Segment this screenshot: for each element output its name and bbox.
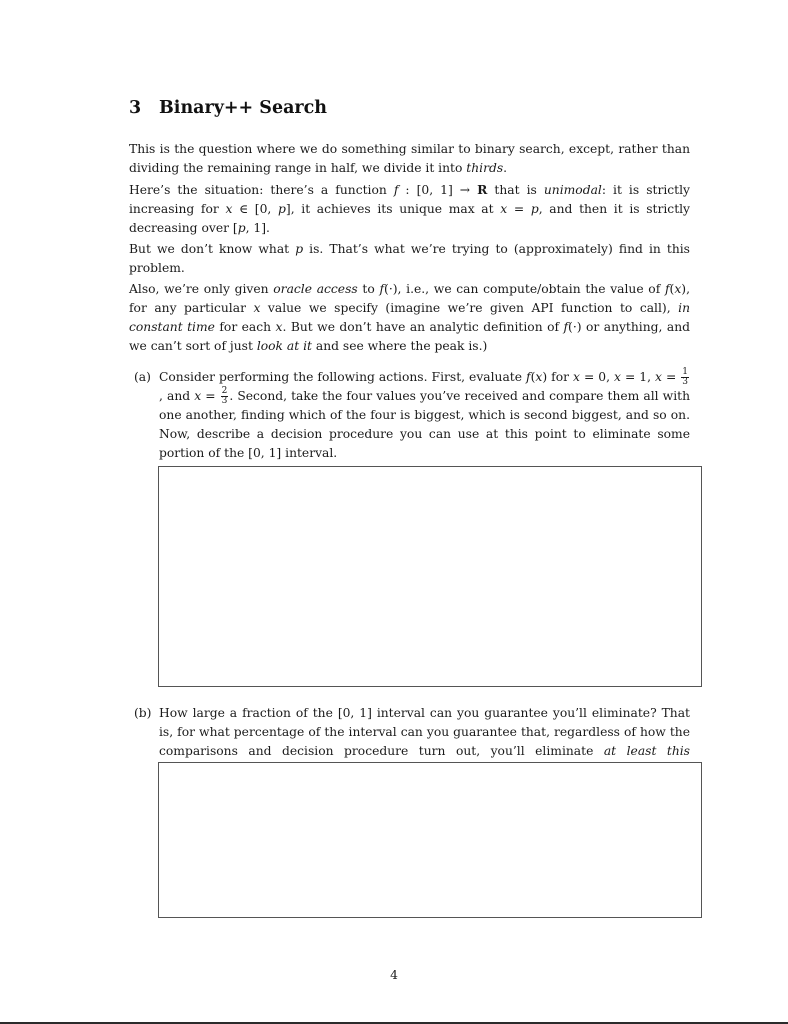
section-number: 3 bbox=[129, 98, 142, 118]
answer-box-b[interactable] bbox=[158, 762, 702, 918]
fraction-one-third: $\frac{1}{3}$ bbox=[682, 367, 689, 387]
oracle-paragraph: Also, we’re only given oracle access to f(·), i.e., we can compute/obtain the value of f(x), for any particular x value we specify (imagine we’re given API function to call), in constant time for each x. But we don’t have an analytic definition of f(·) or anything, and we can’t sort of just look at it and see where the peak is.) bbox=[129, 282, 690, 353]
question-b-text: How large a fraction of the [0, 1] interval can you guarantee you’ll eliminate? That is, for what percentage of the interval can you guarantee that, regardless of how the comparisons and decision procedure turn out, you’ll eliminate at least this bbox=[159, 706, 690, 758]
section-title: Binary++ Search bbox=[159, 98, 328, 118]
question-a-label: (a) bbox=[134, 370, 151, 384]
question-a-text: Consider performing the following actions. First, evaluate f(x) for x = 0, x = 1, x = $\frac{1}{3}$ , and x = $\frac{2}{3}$ . Second, take the four values you’ve received and compare them all with one another, finding which of the four is biggest, which is second biggest, and so on. Now, describe a decision procedure you can use at this point to eliminate some portion of the [0, 1] interval. bbox=[159, 367, 691, 460]
question-a bbox=[134, 368, 690, 463]
page-number: 4 bbox=[390, 968, 398, 982]
unknown-paragraph: But we don’t know what p is. That’s what we’re trying to (approximately) find in this problem. bbox=[129, 242, 690, 275]
intro-paragraph: This is the question where we do something similar to binary search, except, rather than dividing the remaining range in half, we divide it into thirds. bbox=[129, 142, 690, 175]
fraction-two-thirds: $\frac{2}{3}$ bbox=[221, 386, 228, 406]
section-heading bbox=[129, 98, 327, 118]
question-b-label: (b) bbox=[134, 706, 152, 720]
situation-paragraph: Here’s the situation: there’s a function f : [0, 1] → R that is unimodal: it is strictly increasing for x ∈ [0, p], it achieves its unique max at x = p, and then it is strictly decreasing over [p, 1]. bbox=[129, 182, 691, 235]
answer-box-a[interactable] bbox=[158, 466, 702, 687]
